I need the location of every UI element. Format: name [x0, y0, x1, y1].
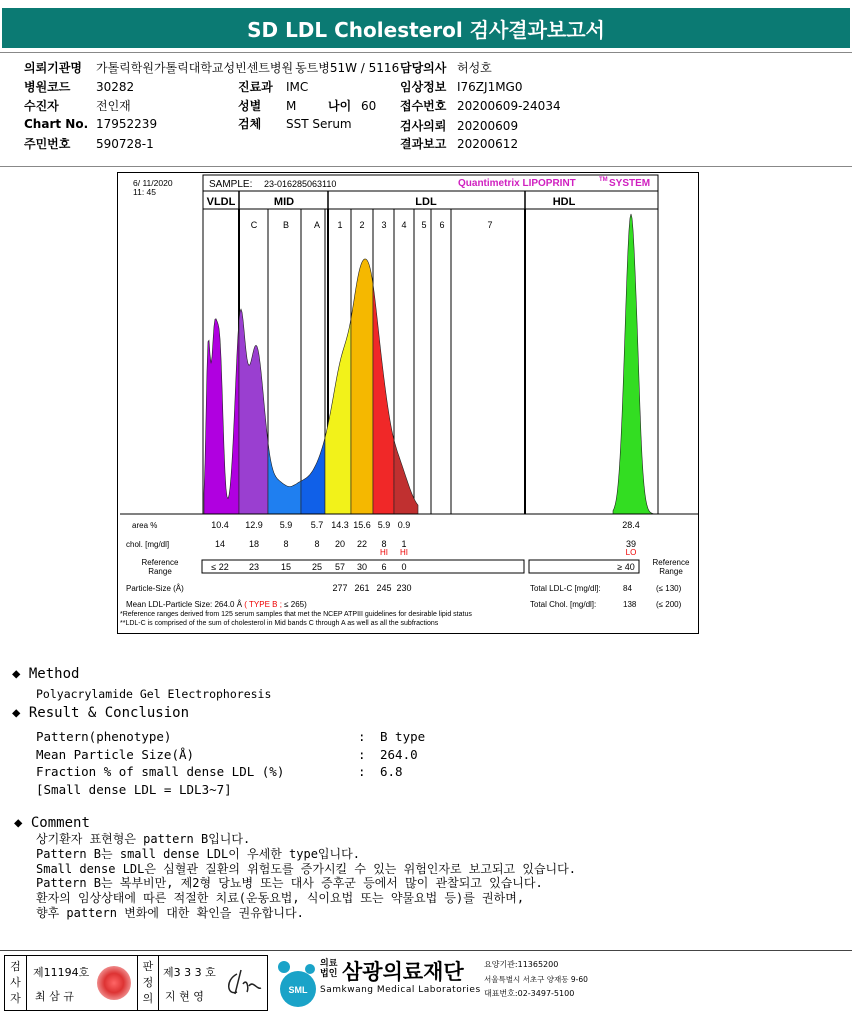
info-value: 17952239: [96, 117, 158, 131]
result-value: 6.8: [380, 764, 403, 779]
info-value: I76ZJ1MG0: [457, 80, 523, 94]
mean-value: 264.0 Å: [214, 600, 245, 609]
subband-label: 2: [359, 220, 365, 230]
info-value: 전인재: [96, 99, 131, 113]
info-label: 진료과: [238, 80, 273, 94]
info-label: Chart No.: [24, 117, 89, 131]
confirmer-number: 제3 3 3 호: [163, 966, 216, 979]
examiner-number: 제11194호: [33, 966, 90, 979]
diamond-icon: ◆: [12, 705, 21, 721]
row-label-chol: chol. [mg/dl]: [126, 540, 170, 549]
total-chol-ref: (≤ 200): [656, 600, 682, 609]
info-row: [238, 97, 376, 114]
comment-line: Pattern B는 복부비만, 제2형 당뇨병 또는 대사 증후군 등에서 많이 관찰되고 있습니다.: [36, 876, 543, 891]
area-value: 5.9: [279, 520, 293, 530]
mean-type: ( TYPE B ;: [244, 600, 282, 609]
hdl-flag: LO: [625, 548, 637, 557]
info-label: 주민번호: [24, 137, 71, 151]
info-label: 병원코드: [24, 80, 71, 94]
chol-value: 14: [214, 539, 226, 549]
ref-value: 23: [248, 562, 260, 572]
subband-label: 7: [487, 220, 493, 230]
info-value: 20200612: [457, 137, 519, 151]
signature-icon: [223, 966, 263, 1002]
band-ldl: LDL: [415, 196, 437, 208]
comment-heading-text: Comment: [30, 815, 90, 831]
ref-value: 15: [280, 562, 292, 572]
fraction-area: [239, 309, 268, 514]
info-value: 590728-1: [96, 137, 154, 151]
ref-value: 25: [311, 562, 323, 572]
seal-icon: [97, 966, 131, 1000]
info-label: 수진자: [24, 99, 59, 113]
chol-value: 22: [356, 539, 368, 549]
chart-time: 11: 45: [133, 187, 157, 197]
subband-label: B: [282, 220, 290, 230]
subband-label: 5: [421, 220, 427, 230]
result-label: Pattern(phenotype): [36, 729, 172, 744]
total-chol-value: 138: [623, 600, 637, 609]
info-label: 결과보고: [400, 137, 447, 151]
mean-label: Mean LDL-Particle Size:: [126, 600, 215, 609]
psize-value: 261: [354, 583, 370, 593]
subband-label: 3: [381, 220, 387, 230]
band-hdl: HDL: [552, 196, 576, 208]
patient-info: [0, 52, 852, 167]
flag-value: HI: [380, 548, 388, 557]
info-value: 허성호: [457, 61, 492, 75]
comment-line: 상기환자 표현형은 pattern B입니다.: [36, 832, 251, 846]
subband-labels: [251, 220, 493, 230]
examiner-name: 최 삼 규: [35, 990, 74, 1003]
fraction-table: [120, 514, 698, 609]
fraction-areas: [204, 214, 653, 514]
chol-value: 18: [248, 539, 260, 549]
info-label: 담당의사: [400, 61, 447, 75]
examiner-label: 검 사 자: [5, 956, 27, 1010]
sml-logo-icon: [272, 955, 320, 1013]
method-text: Polyacrylamide Gel Electrophoresis: [36, 687, 272, 701]
info-row: [400, 135, 518, 152]
org-prefix: 의료 법인: [320, 959, 338, 979]
info-row: [24, 97, 131, 114]
total-ldl-ref: (≤ 130): [656, 584, 682, 593]
ref-value: 0: [401, 562, 407, 572]
footnote-2: **LDL-C is comprised of the sum of cholesterol in Mid bands C through A as well as all the subfractions: [120, 620, 439, 627]
row-label-ref: Reference: [141, 558, 179, 567]
mean-ref: ≤ 265): [281, 600, 307, 609]
confirmer-label: 판 정 의: [137, 956, 159, 1010]
institution-code: 요양기관:11365200: [484, 960, 559, 969]
result-row: Mean Particle Size(Å) : 264.0: [36, 747, 418, 762]
result-value: B type: [380, 729, 426, 744]
area-value: 5.7: [310, 520, 324, 530]
method-heading: [12, 666, 79, 682]
info-row: [24, 78, 134, 95]
info-row: [400, 78, 523, 95]
svg-text:SML: SML: [288, 985, 308, 995]
result-heading: [12, 705, 189, 721]
chol-value: 8: [283, 539, 289, 549]
mean-size-line: [126, 600, 307, 609]
comment-heading: [14, 815, 90, 831]
info-value: IMC: [286, 80, 309, 94]
lipoprint-svg: [118, 173, 700, 635]
psize-value: 245: [376, 583, 392, 593]
fraction-area: [268, 442, 301, 514]
area-value: 0.9: [397, 520, 411, 530]
brand-tm: TM: [599, 177, 608, 183]
report-title: SD LDL Cholesterol 검사결과보고서: [2, 8, 850, 48]
org-address: 서울특별시 서초구 양재동 9-60: [484, 975, 588, 984]
info-row: [24, 135, 154, 152]
area-value: 5.9: [377, 520, 391, 530]
chol-value: 8: [381, 539, 387, 549]
subband-label: 1: [337, 220, 343, 230]
result-row: Pattern(phenotype) : B type: [36, 729, 426, 744]
result-label: Fraction % of small dense LDL (%): [36, 764, 285, 779]
band-vldl: VLDL: [206, 196, 236, 208]
info-value: SST Serum: [286, 117, 352, 131]
ref-value: ≤ 22: [211, 562, 229, 572]
org-name: 삼광의료재단: [342, 960, 464, 984]
info-label: 임상정보: [400, 80, 447, 94]
diamond-icon: ◆: [12, 666, 21, 682]
psize-value: 230: [396, 583, 412, 593]
comment-line: 향후 pattern 변화에 대한 확인을 권유합니다.: [36, 905, 304, 920]
chol-value: 20: [334, 539, 346, 549]
area-value: 14.3: [331, 520, 349, 530]
area-value: 15.6: [353, 520, 371, 530]
diamond-icon: ◆: [14, 815, 23, 831]
subband-label: A: [313, 220, 321, 230]
info-row: [24, 59, 399, 76]
total-ldl-label: Total LDL-C [mg/dl]:: [530, 584, 601, 593]
info-label: 검체: [238, 117, 262, 131]
comment-line: 환자의 임상상태에 따른 적절한 치료(운동요법, 식이요법 또는 약물요법 등)를 권하며,: [36, 891, 525, 906]
brand-name: Quantimetrix LIPOPRINT: [458, 178, 576, 189]
subband-label: 6: [439, 220, 445, 230]
hdl-ref-value: ≥ 40: [617, 562, 635, 572]
area-value: 12.9: [245, 520, 263, 530]
psize-label: Particle-Size (Å): [126, 584, 184, 593]
info-label: 성별: [238, 99, 262, 113]
comment-line: Pattern B는 small dense LDL이 우세한 type입니다.: [36, 846, 360, 861]
signature-box: [4, 955, 268, 1011]
comment-line: Small dense LDL은 심혈관 질환의 위험도를 증가시킬 수 있는 위험인자로 보고되고 있습니다.: [36, 861, 576, 876]
info-row: [24, 117, 157, 131]
fraction-area: [373, 284, 394, 514]
method-heading-text: Method: [28, 666, 80, 682]
band-mid: MID: [273, 196, 295, 208]
ref-value: 30: [356, 562, 368, 572]
result-label: Mean Particle Size(Å): [36, 747, 195, 762]
row-label-area: area %: [132, 521, 158, 530]
chol-value: 8: [314, 539, 320, 549]
result-heading-text: Result & Conclusion: [28, 705, 190, 721]
fraction-area: [204, 319, 239, 514]
row-label-ref2: Range: [148, 567, 172, 576]
info-value: 20200609-24034: [457, 99, 561, 113]
row-label-ref2-right: Range: [659, 567, 683, 576]
confirmer-name: 지 현 영: [165, 990, 204, 1003]
result-row: Fraction % of small dense LDL (%) : 6.8: [36, 764, 403, 779]
comment-body: [36, 832, 576, 921]
ref-value: 57: [334, 562, 346, 572]
age-value: 60: [361, 99, 377, 113]
org-phone: 대표번호:02-3497-5100: [484, 989, 575, 998]
chol-value: 1: [401, 539, 407, 549]
info-value: 30282: [96, 80, 135, 94]
info-value: 20200609: [457, 119, 519, 133]
total-chol-label: Total Chol. [mg/dl]:: [530, 600, 597, 609]
row-label-ref-right: Reference: [652, 558, 690, 567]
result-note: [Small dense LDL = LDL3~7]: [36, 782, 232, 797]
fraction-area: [351, 259, 373, 514]
info-row: [400, 97, 561, 114]
ref-value: 6: [381, 562, 387, 572]
info-label: 검사의뢰: [400, 119, 447, 133]
subband-label: C: [250, 220, 258, 230]
footnote-1: *Reference ranges derived from 125 serum samples that met the NCEP ATPIII guidelines for desirable lipid status: [120, 611, 472, 618]
ward-value: 동트병51W / 5116: [295, 61, 400, 75]
total-ldl-value: 84: [623, 584, 632, 593]
fraction-area: [613, 214, 653, 514]
org-english: Samkwang Medical Laboratories: [320, 985, 481, 995]
hdl-chol-value: 39: [625, 539, 637, 549]
info-label: 나이: [328, 99, 352, 113]
fraction-area: [301, 438, 325, 514]
hdl-area-value: 28.4: [622, 520, 640, 530]
info-row: [400, 59, 492, 76]
info-value: M: [286, 99, 297, 113]
info-label: 접수번호: [400, 99, 447, 113]
info-label: 의뢰기관명: [24, 61, 82, 75]
subband-label: 4: [401, 220, 407, 230]
psize-value: 277: [332, 583, 348, 593]
result-value: 264.0: [380, 747, 418, 762]
chart-date: 6/ 11/2020: [133, 178, 173, 188]
lipoprint-chart: [117, 172, 699, 634]
flag-value: HI: [400, 548, 408, 557]
sample-label: SAMPLE:: [209, 179, 253, 190]
info-row: [238, 78, 308, 95]
brand-system: SYSTEM: [609, 178, 651, 189]
info-value: 가톨릭학원가톨릭대학교성빈센트병원: [96, 61, 294, 75]
report-footer: [0, 950, 852, 1018]
info-row: [400, 117, 518, 134]
sample-number: 23-016285063110: [264, 179, 337, 189]
info-row: [238, 115, 352, 132]
area-value: 10.4: [211, 520, 229, 530]
